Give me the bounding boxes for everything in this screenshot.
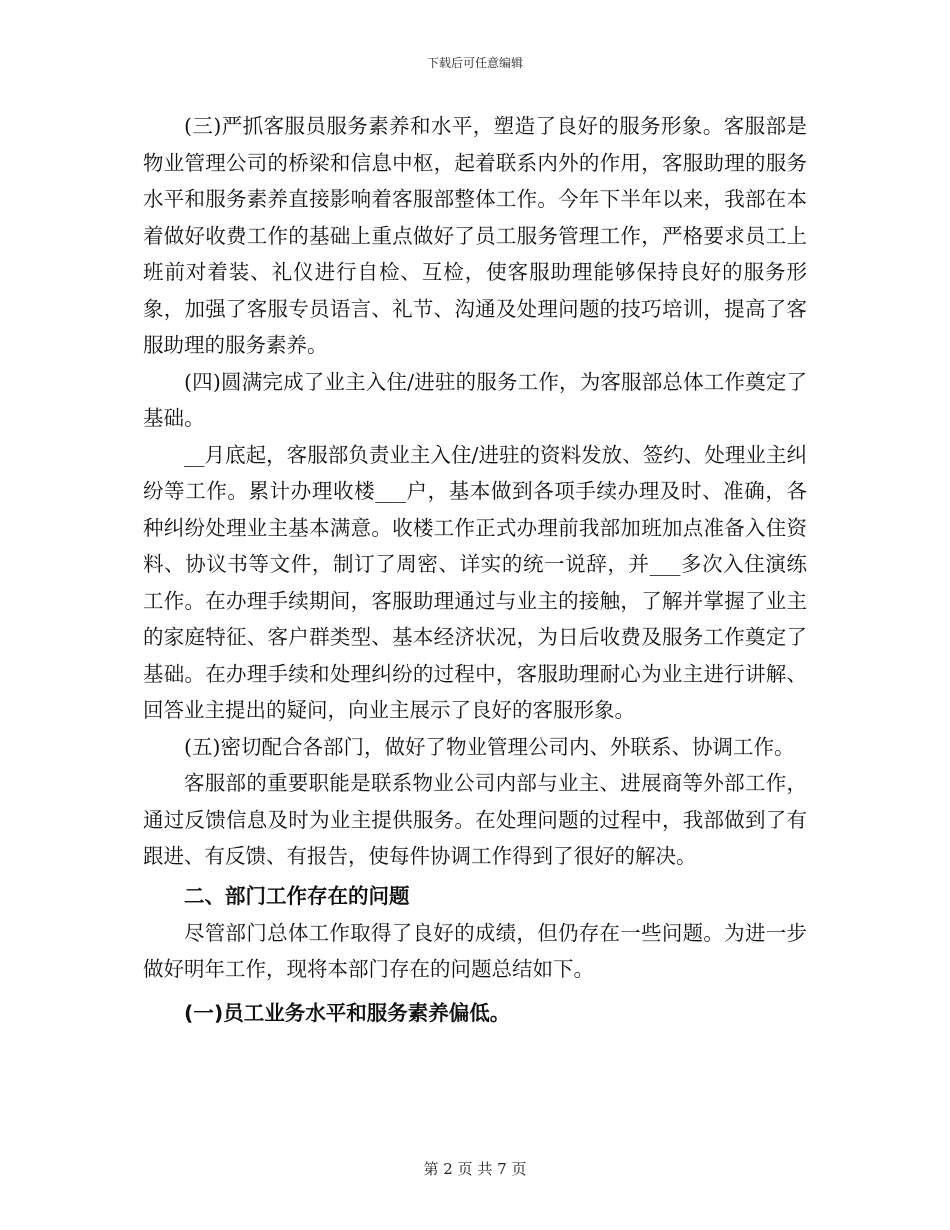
document-body [143, 108, 807, 1032]
paragraph-move-in-detail: __月底起，客服部负责业主入住/进驻的资料发放、签约、处理业主纠纷等工作。累计办理收楼___户，基本做到各项手续办理及时、准确，各种纠纷处理业主基本满意。收楼工作正式办理前我部加班加点准备入住资料、协议书等文件，制订了周密、详实的统一说辞，并___多次入住演练工作。在办理手续期间，客服助理通过与业主的接触，了解并掌握了业主的家庭特征、客户群类型、基本经济状况，为日后收费及服务工作奠定了基础。在办理手续和处理纠纷的过程中，客服助理耐心为业主进行讲解、回答业主提出的疑问，向业主展示了良好的客服形象。 [143, 442, 807, 722]
paragraph-coordination-detail: 客服部的重要职能是联系物业公司内部与业主、进展商等外部工作，通过反馈信息及时为业主提供服务。在处理问题的过程中，我部做到了有跟进、有反馈、有报告，使每件协调工作得到了很好的解决。 [143, 771, 807, 868]
page-header: 下载后可任意编辑 [426, 56, 523, 70]
paragraph-move-in-title: (四)圆满完成了业主入住/进驻的服务工作，为客服部总体工作奠定了基础。 [143, 369, 807, 430]
paragraph-coordination-title: (五)密切配合各部门，做好了物业管理公司内、外联系、协调工作。 [184, 734, 795, 759]
section-heading: 二、部门工作存在的问题 [184, 883, 410, 908]
paragraph-problems-intro: 尽管部门总体工作取得了良好的成绩，但仍存在一些问题。为进一步做好明年工作，现将本部门存在的问题总结如下。 [143, 920, 807, 981]
subheading-staff-level: (一)员工业务水平和服务素养偏低。 [184, 1000, 511, 1025]
paragraph-service-image: (三)严抓客服员服务素养和水平，塑造了良好的服务形象。客服部是物业管理公司的桥梁和信息中枢，起着联系内外的作用，客服助理的服务水平和服务素养直接影响着客服部整体工作。今年下半年以来，我部在本着做好收费工作的基础上重点做好了员工服务管理工作，严格要求员工上班前对着装、礼仪进行自检、互检，使客服助理能够保持良好的服务形象，加强了客服专员语言、礼节、沟通及处理问题的技巧培训，提高了客服助理的服务素养。 [143, 114, 807, 357]
page-footer: 第 2 页 共 7 页 [423, 1160, 527, 1178]
